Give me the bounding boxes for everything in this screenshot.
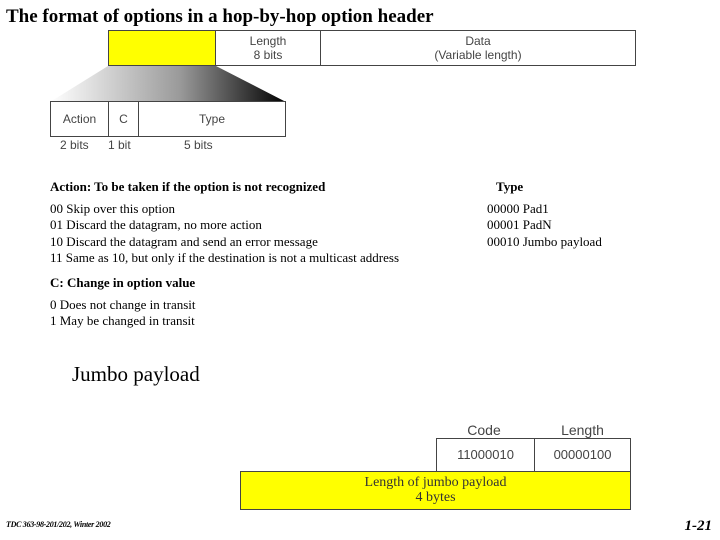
jumbo-code-value: 11000010 [457,447,514,462]
c-bits: 1 bit [108,138,131,152]
action-heading: Action: To be taken if the option is not recognized [50,179,326,194]
action-list [50,201,399,266]
slide-number: 1-21 [684,518,712,534]
page-title: The format of options in a hop-by-hop option header [6,6,434,27]
action-item: 11 Same as 10, but only if the destination is not a multicast address [50,249,400,265]
jumbo-payload-length-field [240,471,631,510]
action-item: 00 Skip over this option [50,201,175,216]
jumbo-code-cell [436,438,535,472]
length-field-label: Length [249,34,287,48]
c-heading: C: Change in option value [50,275,196,290]
c-item: 1 May be changed in transit [50,313,195,329]
type-heading: Type [496,179,524,194]
c-field [108,101,139,137]
jumbo-length-label: Length [561,422,604,438]
type-item: 00010 Jumbo payload [487,233,602,249]
jumbo-payload-title: Jumbo payload [72,362,200,386]
type-field [138,101,286,137]
c-field-label: C [119,112,128,126]
type-field-label: Type [198,112,225,126]
type-bits: 5 bits [184,138,213,152]
type-item: 00000 Pad1 [487,201,549,216]
data-field-size: (Variable length) [434,48,522,62]
jumbo-payload-length-size: 4 bytes [415,490,456,505]
jumbo-payload-length-label: Length of jumbo payload [364,475,507,490]
action-field [50,101,109,137]
action-bits: 2 bits [60,138,89,152]
jumbo-length-value: 00000100 [553,447,612,462]
action-field-label: Action [62,112,97,126]
jumbo-length-cell [534,438,631,472]
action-item: 01 Discard the datagram, no more action [50,217,262,233]
c-list [50,297,196,330]
type-item: 00001 PadN [487,217,552,233]
c-item: 0 Does not change in transit [50,297,196,312]
length-field-size: 8 bits [253,48,283,62]
data-field-label: Data [465,34,491,48]
jumbo-code-label: Code [467,422,501,438]
type-list [487,201,602,250]
action-item: 10 Discard the datagram and send an error message [50,233,318,249]
footer-course-label: TDC 363-98-201/202, Winter 2002 [6,520,111,529]
